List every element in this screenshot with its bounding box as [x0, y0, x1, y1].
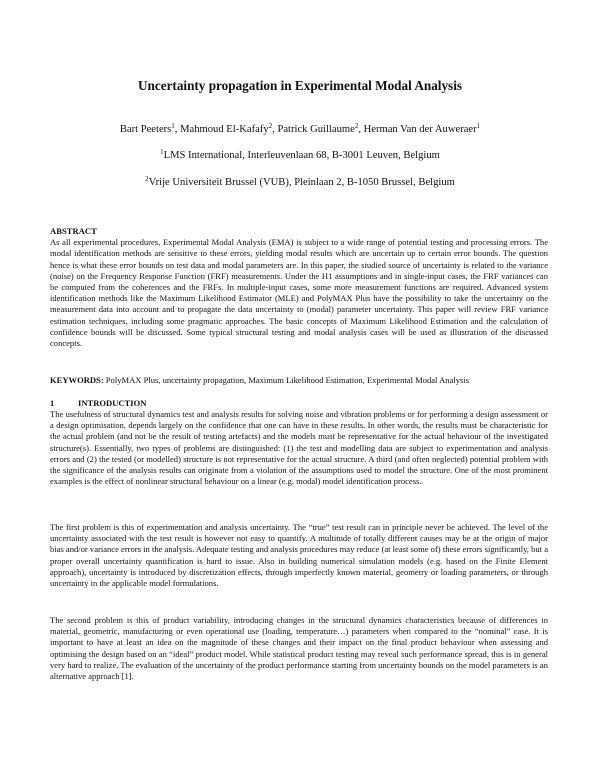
- keywords-line: [50, 375, 548, 386]
- affiliation-text: LMS International, Interleuvenlaan 68, B-3001 Leuven, Belgium: [163, 150, 440, 161]
- section-number: 1: [50, 398, 55, 408]
- body-paragraph: The first problem is this of experimentation and analysis uncertainty. The “true” test result can in principle never be achieved. The level of the uncertainty associated with the test result is however not easy to quantify. A multitude of totally different causes may be at the origin of major bias and/or variance errors in the analysis. Adequate testing and analysis procedures may reduce (at least some of) these errors significantly, but a proper overall uncertainty quantification is hard to issue. Also in building numerical simulation models (e.g. based on the Finite Element approach), uncertainty is introduced by discretization effects, through imperfectly known material, geometry or loading parameters, or through uncertainty in the applicable model formulations.: [50, 522, 548, 589]
- author-list: Bart Peeters$^1$, Mahmoud El-Kafafy$^2$, Patrick Guillaume$^2$, Herman Van der Auweraer$^1$: [119, 122, 481, 135]
- affiliation-text: Vrije Universiteit Brussel (VUB), Pleinlaan 2, B-1050 Brussel, Belgium: [148, 177, 455, 188]
- author-name: Bart Peeters: [119, 124, 172, 135]
- author-affiliation-mark: 1: [171, 122, 175, 130]
- paper-title: Uncertainty propagation in Experimental Modal Analysis: [138, 78, 462, 93]
- affiliation-2: [0, 177, 600, 188]
- author-name: Mahmoud El-Kafafy: [180, 124, 269, 135]
- affiliation-mark: 2: [145, 175, 149, 183]
- author-name: Patrick Guillaume: [277, 124, 355, 135]
- affiliation-mark: 1: [160, 148, 164, 156]
- abstract-heading: ABSTRACT: [50, 226, 97, 236]
- keywords-text: PolyMAX Plus, uncertainty propagation, Maximum Likelihood Estimation, Experimental Modal Analysis: [103, 375, 470, 385]
- section-title: INTRODUCTION: [78, 398, 147, 408]
- author-affiliation-mark: 2: [354, 122, 359, 130]
- keywords-label: KEYWORDS:: [50, 375, 104, 385]
- author-affiliation-mark: 1: [476, 122, 481, 130]
- body-paragraph: The usefulness of structural dynamics test and analysis results for solving noise and vibration problems or for performing a design assessment or a design optimisation, depends largely on the confidence that one can have in these results. In other words, the results must be characteristic for the actual problem (and not be the result of testing artefacts) and the models must be representative for the actual behaviour of the investigated structure(s). Essentially, two types of problems are distinguished: (1) the test and modelling data are subject to experimentation and analysis errors and (2) the tested (or modelled) structure is not representative for the actual structure. A third (and often neglected) potential problem with the significance of the analysis results can originate from a violation of the assumptions used to model the structure. One of the most prominent examples is the effect of nonlinear structural behaviour on a linear (e.g. modal) model identification process.: [50, 409, 548, 487]
- author-name: Herman Van der Auweraer: [363, 124, 477, 135]
- abstract-section: [50, 226, 548, 349]
- author-affiliation-mark: 2: [268, 122, 273, 130]
- affiliation-1: [0, 150, 600, 161]
- section-heading: [50, 398, 548, 409]
- abstract-text: As all experimental procedures, Experimental Modal Analysis (EMA) is subject to a wide range of potential testing and processing errors. The modal identification methods are sensitive to these errors, yielding modal results which are uncertain up to certain error bounds. The question hence is what these error bounds on test data and modal parameters are. In this paper, the studied source of uncertainty is related to the variance (noise) on the Frequency Response Function (FRF) measurements. Under the H1 assumptions and in single-input cases, the FRF variances can be computed from the coherences and the FRFs. In multiple-input cases, some more measurement functions are required. Advanced system identification methods like the Maximum Likelihood Estimator (MLE) and PolyMAX Plus have the possibility to take the uncertainty on the measurement data into account and to propagate the data uncertainty to (modal) parameter uncertainty. This paper will review FRF variance estimation techniques, including some pragmatic approaches. The basic concepts of Maximum Likelihood Estimation and the calculation of confidence bounds will be discussed. Some typical structural testing and modal analysis cases will be used as illustration of the discussed concepts.: [50, 237, 548, 349]
- body-paragraph: The second problem is this of product variability, introducing changes in the structural dynamics characteristics because of differences in material, geometric, manufacturing or even operational use (loading, temperature…) parameters when compared to the “nominal” case. It is important to have at least an idea on the magnitude of these changes and their impact on the final product behaviour when assessing and optimising the design based on an “ideal” product model. While statistical product testing may reveal such performance spread, this is in general very hard to realize. The evaluation of the uncertainty of the product performance starting from uncertainty bounds on the model parameters is an alternative approach [1].: [50, 615, 548, 682]
